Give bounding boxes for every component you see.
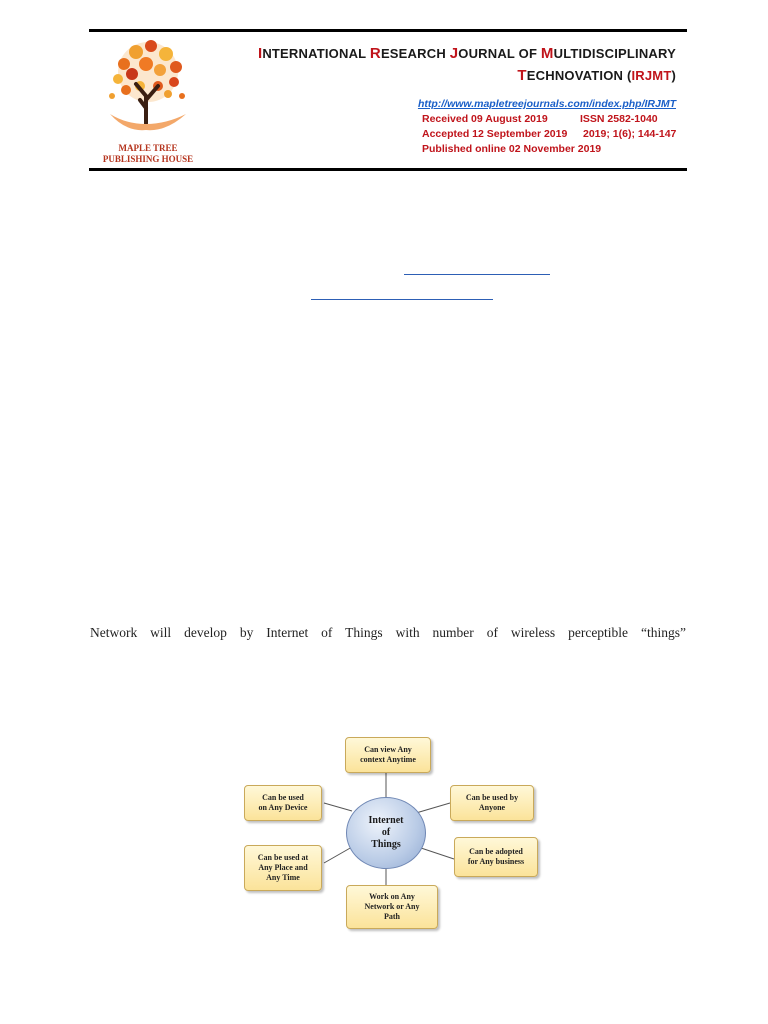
node-label-line: Any Place and bbox=[258, 863, 308, 872]
node-label-line: Anyone bbox=[478, 803, 506, 812]
node-label-line: for Any business bbox=[467, 857, 525, 866]
journal-title-line1 bbox=[258, 45, 676, 62]
node-label-line: Can view Any bbox=[364, 745, 412, 754]
journal-title-text: ESEARCH bbox=[380, 46, 450, 61]
journal-title-line2 bbox=[517, 67, 676, 84]
journal-title-cap: I bbox=[257, 45, 263, 62]
diagram-node-left-top bbox=[244, 785, 322, 821]
diagram-node-bottom bbox=[346, 885, 438, 929]
iot-diagram bbox=[240, 733, 545, 933]
header-bottom-rule bbox=[89, 168, 687, 171]
hub-label-line: Internet bbox=[368, 815, 404, 826]
volume-issue-pages: 2019; 1(6); 144-147 bbox=[583, 128, 677, 140]
journal-title-text: OURNAL OF bbox=[458, 46, 541, 61]
journal-title-cap: R bbox=[369, 45, 381, 62]
node-label-line: Network or Any bbox=[364, 902, 420, 911]
node-label-line: Work on Any bbox=[369, 892, 415, 901]
node-label-line: context Anytime bbox=[360, 755, 416, 764]
node-label-line: Path bbox=[384, 912, 400, 921]
author-email-link[interactable] bbox=[311, 299, 493, 300]
node-label-line: Any Time bbox=[266, 873, 300, 882]
body-paragraph: Network will develop by Internet of Things with number of wireless perceptible “things” bbox=[90, 625, 686, 640]
node-label-line: Can be adopted bbox=[469, 847, 523, 856]
hub-label-line: of bbox=[381, 827, 391, 838]
header-top-rule bbox=[89, 29, 687, 32]
publisher-logo bbox=[96, 34, 200, 166]
journal-title-text: ULTIDISCIPLINARY bbox=[553, 46, 676, 61]
published-date: Published online 02 November 2019 bbox=[422, 143, 602, 155]
diagram-hub bbox=[346, 797, 426, 869]
node-label-line: Can be used by bbox=[465, 793, 519, 802]
diagram-node-top bbox=[345, 737, 431, 773]
publisher-name-line1: MAPLE TREE bbox=[118, 143, 178, 153]
journal-title-cap: J bbox=[449, 45, 459, 62]
accepted-date: Accepted 12 September 2019 bbox=[422, 128, 568, 140]
journal-abbrev: IRJMT bbox=[631, 68, 672, 83]
maple-tree-icon bbox=[96, 34, 200, 138]
hub-label-line: Things bbox=[371, 839, 401, 850]
node-label-line: Can be used bbox=[262, 793, 304, 802]
journal-title-cap: M bbox=[540, 45, 554, 62]
journal-title-cap: T bbox=[517, 67, 527, 84]
node-label-line: on Any Device bbox=[258, 803, 308, 812]
received-date: Received 09 August 2019 bbox=[422, 113, 548, 125]
publisher-name bbox=[96, 143, 200, 165]
diagram-node-left-bottom bbox=[244, 845, 322, 891]
diagram-node-right-top bbox=[450, 785, 534, 821]
journal-title-text: NTERNATIONAL bbox=[262, 46, 370, 61]
journal-url-link[interactable]: http://www.mapletreejournals.com/index.php/IRJMT bbox=[417, 98, 676, 110]
issn: ISSN 2582-1040 bbox=[580, 113, 658, 125]
node-label-line: Can be used at bbox=[257, 853, 309, 862]
publisher-name-line2: PUBLISHING HOUSE bbox=[102, 154, 194, 164]
diagram-node-right-bottom bbox=[454, 837, 538, 877]
journal-title-text: ECHNOVATION ( bbox=[526, 68, 632, 83]
author-email-link[interactable] bbox=[404, 274, 550, 275]
journal-title-text: ) bbox=[671, 68, 676, 83]
